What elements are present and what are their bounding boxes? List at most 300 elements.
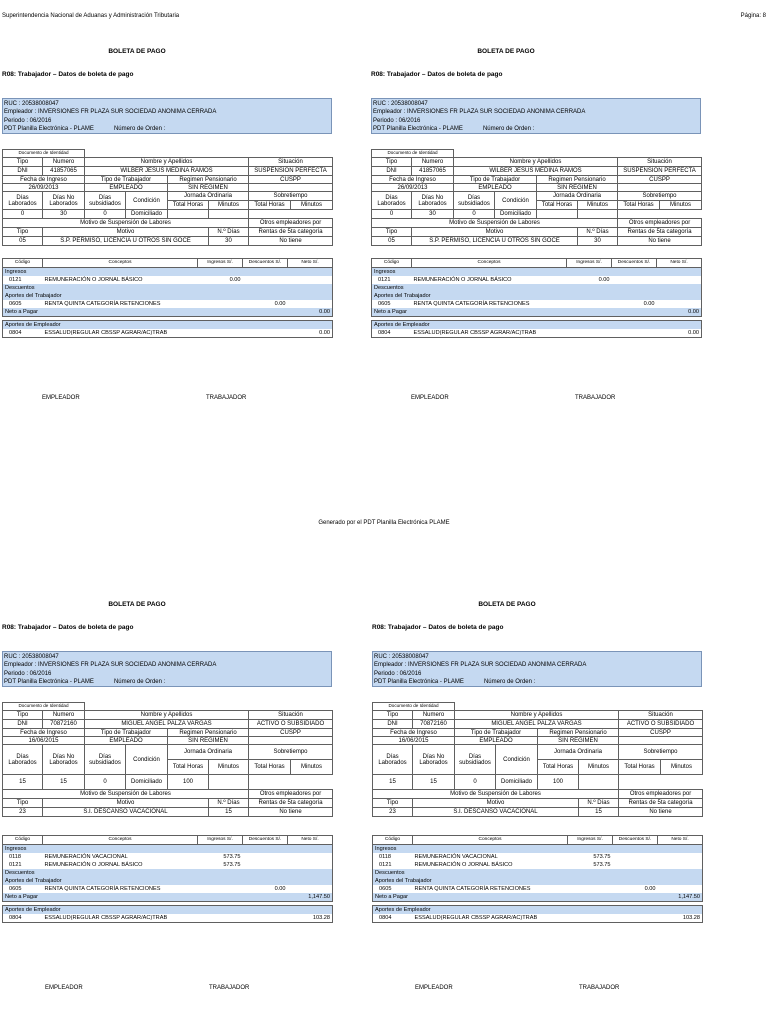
cuspp — [249, 737, 333, 745]
employer-line: Empleador : INVERSIONES FR PLAZA SUR SOCIEDAD ANONIMA CERRADA — [4, 662, 217, 669]
worker-signature-label: TRABAJADOR — [209, 985, 250, 991]
ingresos-list — [373, 853, 703, 869]
sobretiempo-horas — [249, 775, 291, 790]
condicion-header: Condición — [126, 192, 168, 210]
cuspp — [618, 184, 702, 192]
worker-row — [3, 176, 333, 184]
ingresos-list — [3, 276, 333, 284]
total-horas: 100 — [538, 775, 579, 790]
condicion: Domiciliado — [496, 775, 538, 790]
concept-neto — [288, 276, 333, 284]
aportes-empleador-section-row — [3, 321, 333, 330]
descuentos-section-label: Descuentos — [372, 284, 702, 292]
concept-ingreso — [198, 914, 243, 923]
blank-cell — [85, 150, 333, 158]
worker-situacion: SUSPENSION PERFECTA — [249, 167, 333, 176]
ingresos-section-label: Ingresos — [3, 845, 333, 854]
concept-descuento — [243, 276, 288, 284]
aportes-trabajador-section-row — [373, 877, 703, 885]
concept-ingreso — [568, 885, 613, 893]
ruc-line: RUC : 20538008047 — [4, 654, 59, 660]
fecha-ingreso-header: Fecha de Ingreso — [3, 176, 85, 184]
employer-info-box — [372, 651, 702, 687]
minutos-header: Minutos — [579, 760, 619, 775]
concept-name: RENTA QUINTA CATEGORÍA RETENCIONES — [44, 886, 161, 892]
minutos — [579, 775, 619, 790]
sobretiempo-header: Sobretiempo — [249, 745, 333, 760]
concept-neto: 0.00 — [657, 329, 702, 338]
worker-situacion: SUSPENSION PERFECTA — [618, 167, 702, 176]
aportes-empleador-section-label: Aportes de Empleador — [3, 906, 333, 915]
dias-subsidiados-header — [455, 745, 496, 775]
otros-empleadores-header-2: Rentas de 5ta categoría — [619, 799, 703, 808]
dias-no-laborados: 30 — [412, 210, 454, 219]
descuentos-header: Descuentos S/. — [243, 836, 288, 845]
conceptos-header: Conceptos — [43, 259, 198, 268]
susp-tipo-header: Tipo — [3, 799, 43, 808]
sobretiempo-minutos-header: Minutos — [661, 760, 703, 775]
ingresos-header: Ingresos S/. — [198, 836, 243, 845]
susp-motivo-header: Motivo — [43, 799, 209, 808]
employer-info-box — [2, 98, 332, 134]
page-header-agency: Superintendencia Nacional de Aduanas y Administración Tributaria — [2, 13, 180, 19]
descuentos-section-row — [3, 869, 333, 877]
worker-row — [3, 167, 333, 176]
jornada-header: Jornada Ordinaria — [537, 192, 618, 201]
concept-ingreso — [198, 329, 243, 338]
nombre-header: Nombre y Apellidos — [85, 158, 249, 167]
aportes-trabajador-list — [3, 300, 333, 308]
concept-code: 0121 — [372, 276, 412, 284]
condicion-header: Condición — [126, 745, 168, 775]
otros-empleadores: No tiene — [618, 237, 702, 246]
blank-cell — [455, 703, 703, 711]
sobretiempo-header: Sobretiempo — [619, 745, 703, 760]
jornada-header: Jornada Ordinaria — [538, 745, 619, 760]
concepts-header-row — [372, 259, 702, 268]
total-horas-header: Total Horas — [168, 760, 209, 775]
fecha-ingreso-header: Fecha de Ingreso — [3, 729, 85, 737]
dias-no-laborados-header — [43, 192, 85, 210]
regimen-header: Regimen Pensionario — [538, 729, 619, 737]
worker-data-table — [372, 702, 703, 817]
concept-ingreso — [567, 300, 612, 308]
worker-row — [373, 729, 703, 737]
dias-laborados: 0 — [3, 210, 43, 219]
dias-no-laborados-header — [43, 745, 85, 775]
dias-subsidiados-header-l2: subsidiados — [89, 200, 121, 207]
susp-motivo: S.P. PERMISO, LICENCIA U OTROS SIN GOCE — [412, 237, 578, 246]
situacion-header: Situación — [619, 711, 703, 720]
concept-line — [3, 914, 333, 923]
motivo-suspension-header: Motivo de Suspensión de Labores — [372, 219, 618, 228]
total-horas-header: Total Horas — [537, 201, 578, 210]
worker-row — [373, 720, 703, 729]
dias-laborados-header-l2: Laborados — [8, 759, 37, 766]
worker-row — [372, 237, 702, 246]
codigo-header: Código — [3, 259, 43, 268]
aportes-empleador-section-label: Aportes de Empleador — [372, 321, 702, 330]
pdt-label: PDT Planilla Electrónica - PLAME — [4, 126, 94, 133]
concept-name: RENTA QUINTA CATEGORÍA RETENCIONES — [414, 886, 531, 892]
sobretiempo-horas — [249, 210, 291, 219]
descuentos-section-label: Descuentos — [3, 869, 333, 877]
tipo-trabajador: EMPLEADO — [455, 737, 538, 745]
conceptos-header: Conceptos — [413, 836, 568, 845]
worker-signature-label: TRABAJADOR — [206, 395, 247, 401]
ingresos-section-label: Ingresos — [372, 268, 702, 277]
codigo-header: Código — [373, 836, 413, 845]
aportes-trabajador-list — [373, 885, 703, 893]
ruc-line: RUC : 20538008047 — [4, 101, 59, 107]
concept-code: 0605 — [3, 885, 43, 893]
sobretiempo-header: Sobretiempo — [249, 192, 333, 201]
concept-neto — [288, 853, 333, 861]
ingresos-section-row — [3, 268, 333, 277]
regimen-pensionario: SIN REGIMEN — [168, 737, 249, 745]
concept-neto — [658, 861, 703, 869]
cuspp-header: CUSPP — [619, 729, 703, 737]
employer-signature-label: EMPLEADOR — [42, 395, 80, 401]
concept-name: ESSALUD(REGULAR CBSSP AGRAR/AC)TRAB — [43, 914, 198, 923]
dias-subsidiados-header-l1: Días — [467, 194, 481, 201]
aportes-empleador-table — [371, 320, 702, 338]
dias-laborados: 15 — [3, 775, 43, 790]
concept-code: 0121 — [373, 861, 413, 869]
sobretiempo-minutos — [291, 210, 333, 219]
concept-ingreso — [567, 329, 612, 338]
aportes-trabajador-section-row — [372, 292, 702, 300]
dias-no-laborados: 30 — [43, 210, 85, 219]
pdt-line — [4, 678, 330, 686]
concept-name: REMUNERACIÓN VACACIONAL — [44, 854, 128, 860]
aportes-trabajador-list — [372, 300, 702, 308]
tipo-trabajador-header: Tipo de Trabajador — [85, 729, 168, 737]
dias-laborados-header-l1: Días — [16, 753, 29, 760]
doc-numero: 41857065 — [412, 167, 454, 176]
employer-signature-label: EMPLEADOR — [45, 985, 83, 991]
susp-tipo: 05 — [3, 237, 43, 246]
aportes-empleador-section-label: Aportes de Empleador — [3, 321, 333, 330]
aportes-empleador-section-row — [372, 321, 702, 330]
fecha-ingreso: 26/09/2013 — [372, 184, 454, 192]
dias-laborados-header-l1: Días — [386, 753, 399, 760]
susp-tipo: 23 — [3, 808, 43, 817]
fecha-ingreso: 16/06/2015 — [373, 737, 455, 745]
total-horas: 100 — [168, 775, 209, 790]
aportes-trabajador-section-label: Aportes del Trabajador — [373, 877, 703, 885]
report-name: R08: Trabajador – Datos de boleta de pago — [372, 624, 504, 631]
worker-row — [3, 737, 333, 745]
aportes-trabajador-section-row — [3, 292, 333, 300]
aportes-trabajador-list — [3, 885, 333, 893]
aportes-empleador-list — [372, 329, 702, 338]
worker-row — [3, 745, 333, 760]
concepts-table — [2, 835, 333, 902]
concept-line — [3, 861, 333, 869]
sobretiempo-minutos-header: Minutos — [291, 760, 333, 775]
worker-row — [373, 711, 703, 720]
worker-row — [373, 799, 703, 808]
concept-code: 0605 — [373, 885, 413, 893]
employer-signature-label: EMPLEADOR — [411, 395, 449, 401]
concept-descuento: 0.00 — [644, 886, 656, 892]
regimen-pensionario: SIN REGIMEN — [168, 184, 249, 192]
conceptos-header: Conceptos — [43, 836, 198, 845]
worker-row — [372, 228, 702, 237]
doc-numero: 70872160 — [413, 720, 455, 729]
worker-row — [372, 192, 702, 201]
susp-motivo: S.I. DESCANSO VACACIONAL — [43, 808, 209, 817]
ingresos-list — [372, 276, 702, 284]
worker-row — [373, 737, 703, 745]
ingresos-section-label: Ingresos — [373, 845, 703, 854]
neto-row — [3, 308, 333, 317]
concept-descuento: 0.00 — [274, 886, 286, 892]
motivo-suspension-header: Motivo de Suspensión de Labores — [3, 790, 249, 799]
cuspp-header: CUSPP — [249, 176, 333, 184]
neto-a-pagar-label: Neto a Pagar — [3, 308, 288, 317]
tipo-trabajador-header: Tipo de Trabajador — [454, 176, 537, 184]
dias-subsidiados: 0 — [85, 210, 126, 219]
dias-subsidiados-header-l2: subsidiados — [459, 759, 491, 766]
period-line: Periodo : 06/2016 — [4, 117, 52, 124]
dias-laborados: 0 — [372, 210, 412, 219]
concept-ingreso: 0.00 — [598, 277, 610, 283]
concept-line — [3, 276, 333, 284]
ingresos-section-row — [372, 268, 702, 277]
fecha-ingreso-header: Fecha de Ingreso — [373, 729, 455, 737]
dias-subsidiados-header-l1: Días — [468, 753, 482, 760]
dias-subsidiados-header-l2: subsidiados — [89, 759, 121, 766]
doc-tipo: DNI — [372, 167, 412, 176]
concept-name: REMUNERACIÓN O JORNAL BÁSICO — [413, 277, 512, 283]
ingresos-list — [3, 853, 333, 869]
dias-no-laborados-header — [412, 192, 454, 210]
susp-motivo-header: Motivo — [412, 228, 578, 237]
concept-ingreso — [198, 300, 243, 308]
aportes-trabajador-section-label: Aportes del Trabajador — [3, 292, 333, 300]
period-line: Periodo : 06/2016 — [374, 670, 422, 677]
susp-tipo-header: Tipo — [373, 799, 413, 808]
dias-no-laborados-header-l2: Laborados — [419, 759, 448, 766]
doc-ident-header: Documento de Identidad — [372, 150, 454, 158]
sobretiempo-minutos — [660, 210, 702, 219]
period-line: Periodo : 06/2016 — [373, 117, 421, 124]
aportes-empleador-list — [3, 329, 333, 338]
jornada-header: Jornada Ordinaria — [168, 745, 249, 760]
pdt-label: PDT Planilla Electrónica - PLAME — [4, 679, 94, 686]
susp-tipo-header: Tipo — [3, 228, 43, 237]
dias-no-laborados-header — [413, 745, 455, 775]
dias-no-laborados-header-l1: Días No — [52, 753, 75, 760]
descuentos-section-label: Descuentos — [3, 284, 333, 292]
susp-dias-header: N.º Días — [579, 799, 619, 808]
aportes-empleador-section-row — [3, 906, 333, 915]
concept-neto — [288, 861, 333, 869]
susp-tipo: 23 — [373, 808, 413, 817]
concept-descuento — [612, 329, 657, 338]
worker-situacion: ACTIVO O SUBSIDIADO — [619, 720, 703, 729]
regimen-pensionario: SIN REGIMEN — [538, 737, 619, 745]
concept-line — [3, 853, 333, 861]
neto-a-pagar-value: 1,147.50 — [658, 893, 703, 902]
neto-row — [373, 893, 703, 902]
dias-subsidiados-header-l1: Días — [98, 194, 112, 201]
worker-row — [3, 219, 333, 228]
minutos-header: Minutos — [578, 201, 618, 210]
otros-empleadores: No tiene — [249, 237, 333, 246]
concept-line — [3, 329, 333, 338]
dias-subsidiados-header — [454, 192, 495, 210]
worker-row — [372, 210, 702, 219]
report-name: R08: Trabajador – Datos de boleta de pago — [2, 624, 134, 631]
concepts-table — [372, 835, 703, 902]
numero-header: Numero — [412, 158, 454, 167]
concept-line — [372, 329, 702, 338]
situacion-header: Situación — [249, 711, 333, 720]
ingresos-section-row — [3, 845, 333, 854]
dias-laborados-header — [373, 745, 413, 775]
total-horas — [168, 210, 209, 219]
concept-name: REMUNERACIÓN O JORNAL BÁSICO — [44, 862, 143, 868]
nombre-header: Nombre y Apellidos — [85, 711, 249, 720]
concept-code: 0605 — [372, 300, 412, 308]
dias-laborados-header — [3, 192, 43, 210]
otros-empleadores-header-2: Rentas de 5ta categoría — [618, 228, 702, 237]
nombre-header: Nombre y Apellidos — [455, 711, 619, 720]
dias-subsidiados-header — [85, 192, 126, 210]
doc-tipo: DNI — [373, 720, 413, 729]
worker-row — [3, 210, 333, 219]
sobretiempo-minutos-header: Minutos — [660, 201, 702, 210]
descuentos-header: Descuentos S/. — [613, 836, 658, 845]
doc-tipo: DNI — [3, 167, 43, 176]
worker-row — [3, 711, 333, 720]
concept-ingreso — [568, 914, 613, 923]
dias-no-laborados-header-l2: Laborados — [49, 200, 78, 207]
worker-row — [3, 192, 333, 201]
concept-neto: 0.00 — [288, 329, 333, 338]
dias-subsidiados: 0 — [454, 210, 495, 219]
worker-name: MIGUEL ANGEL PALZA VARGAS — [85, 720, 249, 729]
payslip-title: BOLETA DE PAGO — [478, 601, 536, 608]
concept-code: 0121 — [3, 276, 43, 284]
dias-subsidiados: 0 — [455, 775, 496, 790]
aportes-empleador-section-label: Aportes de Empleador — [373, 906, 703, 915]
aportes-trabajador-section-label: Aportes del Trabajador — [372, 292, 702, 300]
worker-row — [372, 150, 702, 158]
concept-line — [373, 853, 703, 861]
worker-row — [373, 808, 703, 817]
concept-descuento — [613, 914, 658, 923]
concept-descuento: 0.00 — [274, 301, 286, 307]
doc-tipo: DNI — [3, 720, 43, 729]
doc-ident-header: Documento de Identidad — [3, 150, 85, 158]
dias-subsidiados: 0 — [85, 775, 126, 790]
concepts-header-row — [3, 836, 333, 845]
motivo-suspension-header: Motivo de Suspensión de Labores — [373, 790, 619, 799]
concept-name: RENTA QUINTA CATEGORÍA RETENCIONES — [413, 301, 530, 307]
neto-header: Neto S/. — [288, 259, 333, 268]
concept-line — [373, 885, 703, 893]
neto-a-pagar-value: 0.00 — [657, 308, 702, 317]
dias-laborados-header — [3, 745, 43, 775]
otros-empleadores-header-2: Rentas de 5ta categoría — [249, 228, 333, 237]
susp-motivo: S.I. DESCANSO VACACIONAL — [413, 808, 579, 817]
concept-line — [3, 300, 333, 308]
report-name: R08: Trabajador – Datos de boleta de pago — [2, 71, 134, 78]
concept-line — [372, 276, 702, 284]
aportes-empleador-table — [372, 905, 703, 923]
concepts-header-row — [3, 259, 333, 268]
blank-cell — [85, 703, 333, 711]
regimen-header: Regimen Pensionario — [168, 729, 249, 737]
otros-empleadores-header-1: Otros empleadores por — [618, 219, 702, 228]
aportes-trabajador-section-row — [3, 877, 333, 885]
susp-dias: 15 — [579, 808, 619, 817]
concept-code: 0121 — [3, 861, 43, 869]
dias-no-laborados-header-l1: Días No — [52, 194, 75, 201]
otros-empleadores-header-1: Otros empleadores por — [619, 790, 703, 799]
order-number-label: Número de Orden : — [113, 679, 166, 686]
worker-row — [372, 167, 702, 176]
concept-code: 0118 — [3, 853, 43, 861]
concept-neto — [288, 300, 333, 308]
nombre-header: Nombre y Apellidos — [454, 158, 618, 167]
dias-no-laborados-header-l2: Laborados — [49, 759, 78, 766]
concept-neto — [288, 885, 333, 893]
tipo-header: Tipo — [3, 158, 43, 167]
doc-numero: 41857065 — [43, 167, 85, 176]
minutos — [209, 210, 249, 219]
worker-row — [3, 158, 333, 167]
situacion-header: Situación — [249, 158, 333, 167]
descuentos-section-row — [372, 284, 702, 292]
tipo-trabajador-header: Tipo de Trabajador — [85, 176, 168, 184]
jornada-header: Jornada Ordinaria — [168, 192, 249, 201]
ingresos-header: Ingresos S/. — [567, 259, 612, 268]
concept-code: 0804 — [3, 914, 43, 923]
worker-row — [373, 703, 703, 711]
minutos — [578, 210, 618, 219]
tipo-header: Tipo — [373, 711, 413, 720]
total-horas-header: Total Horas — [538, 760, 579, 775]
susp-dias: 30 — [578, 237, 618, 246]
neto-a-pagar-label: Neto a Pagar — [3, 893, 288, 902]
concept-name: ESSALUD(REGULAR CBSSP AGRAR/AC)TRAB — [413, 914, 568, 923]
concept-descuento — [243, 853, 288, 861]
concept-code: 0804 — [3, 329, 43, 338]
concepts-table — [371, 258, 702, 317]
susp-tipo-header: Tipo — [372, 228, 412, 237]
regimen-header: Regimen Pensionario — [537, 176, 618, 184]
worker-row — [3, 184, 333, 192]
worker-row — [372, 184, 702, 192]
report-name: R08: Trabajador – Datos de boleta de pago — [371, 71, 503, 78]
concept-descuento — [612, 276, 657, 284]
descuentos-section-label: Descuentos — [373, 869, 703, 877]
condicion: Domiciliado — [126, 210, 168, 219]
minutos-header: Minutos — [209, 760, 249, 775]
fecha-ingreso-header: Fecha de Ingreso — [372, 176, 454, 184]
numero-header: Numero — [43, 711, 85, 720]
condicion-header: Condición — [496, 745, 538, 775]
dias-laborados-header-l1: Días — [16, 194, 29, 201]
worker-row — [3, 703, 333, 711]
worker-row — [3, 720, 333, 729]
employer-line: Empleador : INVERSIONES FR PLAZA SUR SOCIEDAD ANONIMA CERRADA — [373, 109, 586, 116]
